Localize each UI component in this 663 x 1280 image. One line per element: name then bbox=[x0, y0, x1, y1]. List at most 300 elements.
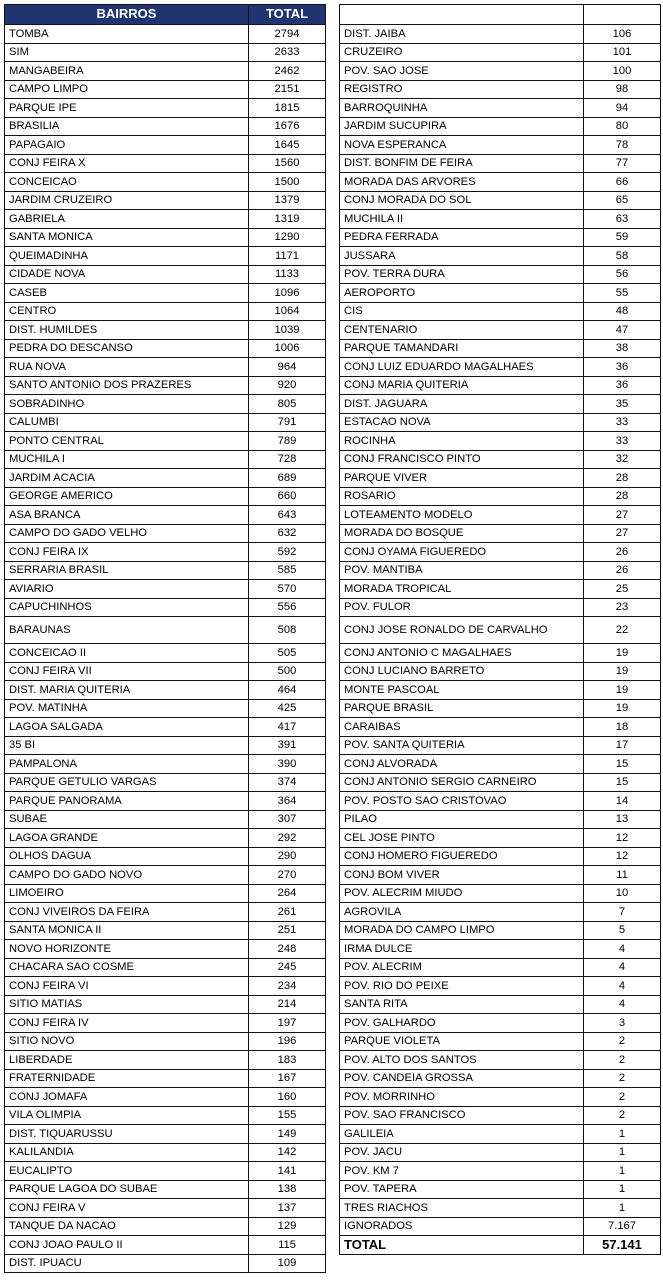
total-label: TOTAL bbox=[340, 1236, 584, 1255]
table-row bbox=[5, 117, 326, 136]
table-row bbox=[5, 321, 326, 340]
bairro-total: 56 bbox=[584, 265, 661, 284]
bairro-total: 1319 bbox=[249, 210, 326, 229]
table-row bbox=[340, 99, 661, 118]
bairro-name: DIST. BONFIM DE FEIRA bbox=[340, 154, 584, 173]
bairro-name: CONJ LUIZ EDUARDO MAGALHAES bbox=[340, 358, 584, 377]
bairro-name: BARROQUINHA bbox=[340, 99, 584, 118]
bairro-name: POV. ALECRIM bbox=[340, 958, 584, 977]
bairro-name: DIST. MARIA QUITERIA bbox=[5, 681, 249, 700]
bairro-name: JARDIM ACACIA bbox=[5, 469, 249, 488]
table-row bbox=[5, 1125, 326, 1144]
table-row bbox=[340, 1106, 661, 1125]
bairro-total: 142 bbox=[249, 1143, 326, 1162]
bairro-name: SOBRADINHO bbox=[5, 395, 249, 414]
table-row bbox=[340, 450, 661, 469]
bairro-total: 3 bbox=[584, 1014, 661, 1033]
table-row bbox=[340, 284, 661, 303]
table-row bbox=[5, 940, 326, 959]
bairro-name: CONJ MORADA DO SOL bbox=[340, 191, 584, 210]
bairro-name: NOVO HORIZONTE bbox=[5, 940, 249, 959]
table-row bbox=[340, 866, 661, 885]
table-row bbox=[5, 580, 326, 599]
table-row bbox=[340, 958, 661, 977]
table-row bbox=[340, 321, 661, 340]
bairro-name: CONJ FEIRA VII bbox=[5, 662, 249, 681]
table-row bbox=[340, 940, 661, 959]
bairro-name: POV. SAO JOSE bbox=[340, 62, 584, 81]
bairro-total: 660 bbox=[249, 487, 326, 506]
bairro-name: CEL JOSE PINTO bbox=[340, 829, 584, 848]
bairro-name: CONJ ANTONIO C MAGALHAES bbox=[340, 644, 584, 663]
bairro-name: CONJ ANTONIO SERGIO CARNEIRO bbox=[340, 773, 584, 792]
total-value: 57.141 bbox=[584, 1236, 661, 1255]
table-row bbox=[340, 580, 661, 599]
bairro-name: POV. CANDEIA GROSSA bbox=[340, 1069, 584, 1088]
table-row bbox=[5, 617, 326, 644]
table-row bbox=[5, 25, 326, 44]
bairro-name: MORADA DO CAMPO LIMPO bbox=[340, 921, 584, 940]
table-row bbox=[5, 43, 326, 62]
bairro-name: POV. KM 7 bbox=[340, 1162, 584, 1181]
bairro-total: 1171 bbox=[249, 247, 326, 266]
bairro-total: 920 bbox=[249, 376, 326, 395]
table-row bbox=[340, 302, 661, 321]
header-blank-total bbox=[584, 5, 661, 25]
bairro-total: 425 bbox=[249, 699, 326, 718]
bairro-total: 19 bbox=[584, 681, 661, 700]
bairro-total: 12 bbox=[584, 829, 661, 848]
bairro-total: 508 bbox=[249, 617, 326, 644]
bairro-name: FRATERNIDADE bbox=[5, 1069, 249, 1088]
bairro-total: 264 bbox=[249, 884, 326, 903]
bairro-name: LOTEAMENTO MODELO bbox=[340, 506, 584, 525]
left-table-body bbox=[5, 25, 326, 1273]
table-row bbox=[5, 395, 326, 414]
table-row bbox=[340, 773, 661, 792]
bairro-name: IRMA DULCE bbox=[340, 940, 584, 959]
bairro-name: GEORGE AMERICO bbox=[5, 487, 249, 506]
bairro-total: 4 bbox=[584, 995, 661, 1014]
table-row bbox=[340, 755, 661, 774]
table-row bbox=[340, 136, 661, 155]
bairro-name: POV. GALHARDO bbox=[340, 1014, 584, 1033]
bairro-name: CONJ ALVORADA bbox=[340, 755, 584, 774]
bairro-total: 19 bbox=[584, 662, 661, 681]
bairro-name: GALILEIA bbox=[340, 1125, 584, 1144]
bairro-name: LIMOEIRO bbox=[5, 884, 249, 903]
bairro-total: 1133 bbox=[249, 265, 326, 284]
bairro-total: 2 bbox=[584, 1032, 661, 1051]
bairro-total: 964 bbox=[249, 358, 326, 377]
table-row bbox=[5, 469, 326, 488]
bairro-name: LIBERDADE bbox=[5, 1051, 249, 1070]
table-row bbox=[5, 884, 326, 903]
bairro-total: 65 bbox=[584, 191, 661, 210]
table-row bbox=[340, 921, 661, 940]
bairro-name: CONJ VIVEIROS DA FEIRA bbox=[5, 903, 249, 922]
bairro-name: CALUMBI bbox=[5, 413, 249, 432]
bairro-total: 2 bbox=[584, 1051, 661, 1070]
table-row bbox=[340, 884, 661, 903]
bairro-total: 15 bbox=[584, 755, 661, 774]
bairro-total: 38 bbox=[584, 339, 661, 358]
table-row bbox=[5, 1162, 326, 1181]
header-row-blank bbox=[340, 5, 661, 25]
bairro-name: TANQUE DA NACAO bbox=[5, 1217, 249, 1236]
bairro-total: 28 bbox=[584, 487, 661, 506]
bairro-name: CASEB bbox=[5, 284, 249, 303]
bairro-total: 129 bbox=[249, 1217, 326, 1236]
bairro-name: POV. FULOR bbox=[340, 598, 584, 617]
bairro-total: 689 bbox=[249, 469, 326, 488]
table-row bbox=[340, 1162, 661, 1181]
bairro-total: 4 bbox=[584, 940, 661, 959]
bairro-total: 36 bbox=[584, 376, 661, 395]
total-row bbox=[340, 1236, 661, 1255]
bairro-name: SERRARIA BRASIL bbox=[5, 561, 249, 580]
table-row bbox=[5, 1143, 326, 1162]
table-row bbox=[5, 265, 326, 284]
table-row bbox=[340, 376, 661, 395]
table-row bbox=[5, 1106, 326, 1125]
bairro-total: 12 bbox=[584, 847, 661, 866]
bairro-name: BARAUNAS bbox=[5, 617, 249, 644]
table-row bbox=[340, 699, 661, 718]
table-row bbox=[5, 1199, 326, 1218]
bairro-total: 1 bbox=[584, 1125, 661, 1144]
bairro-total: 643 bbox=[249, 506, 326, 525]
table-row bbox=[340, 62, 661, 81]
table-row bbox=[5, 810, 326, 829]
bairro-name: CONCEICAO bbox=[5, 173, 249, 192]
bairro-total: 4 bbox=[584, 958, 661, 977]
bairro-name: ROSARIO bbox=[340, 487, 584, 506]
bairro-name: LAGOA GRANDE bbox=[5, 829, 249, 848]
bairro-total: 245 bbox=[249, 958, 326, 977]
table-row bbox=[5, 977, 326, 996]
table-row bbox=[340, 1051, 661, 1070]
header-bairros: BAIRROS bbox=[5, 5, 249, 25]
bairro-total: 2794 bbox=[249, 25, 326, 44]
bairro-name: JUSSARA bbox=[340, 247, 584, 266]
table-row bbox=[5, 1069, 326, 1088]
table-row bbox=[5, 755, 326, 774]
table-row bbox=[340, 718, 661, 737]
bairro-name: CONJ BOM VIVER bbox=[340, 866, 584, 885]
table-row bbox=[340, 1143, 661, 1162]
table-row bbox=[5, 543, 326, 562]
bairro-name: PONTO CENTRAL bbox=[5, 432, 249, 451]
bairro-total: 160 bbox=[249, 1088, 326, 1107]
table-row bbox=[5, 773, 326, 792]
table-row bbox=[340, 1069, 661, 1088]
bairro-name: PARQUE IPE bbox=[5, 99, 249, 118]
bairro-total: 17 bbox=[584, 736, 661, 755]
bairro-total: 149 bbox=[249, 1125, 326, 1144]
bairro-total: 1 bbox=[584, 1180, 661, 1199]
table-row bbox=[340, 662, 661, 681]
bairro-name: CHACARA SAO COSME bbox=[5, 958, 249, 977]
bairro-total: 183 bbox=[249, 1051, 326, 1070]
bairro-total: 417 bbox=[249, 718, 326, 737]
bairro-name: SANTO ANTONIO DOS PRAZERES bbox=[5, 376, 249, 395]
bairro-total: 570 bbox=[249, 580, 326, 599]
bairro-name: SANTA MONICA II bbox=[5, 921, 249, 940]
bairro-total: 1006 bbox=[249, 339, 326, 358]
bairro-total: 26 bbox=[584, 543, 661, 562]
bairro-name: CIS bbox=[340, 302, 584, 321]
bairro-name: NOVA ESPERANCA bbox=[340, 136, 584, 155]
bairro-name: KALILANDIA bbox=[5, 1143, 249, 1162]
bairro-total: 1 bbox=[584, 1162, 661, 1181]
bairro-total: 261 bbox=[249, 903, 326, 922]
table-row bbox=[5, 487, 326, 506]
table-row bbox=[340, 191, 661, 210]
bairro-name: POV. TERRA DURA bbox=[340, 265, 584, 284]
table-row bbox=[340, 644, 661, 663]
table-row bbox=[340, 487, 661, 506]
bairro-name: CONJ FEIRA X bbox=[5, 154, 249, 173]
table-row bbox=[5, 847, 326, 866]
bairro-total: 25 bbox=[584, 580, 661, 599]
bairro-total: 805 bbox=[249, 395, 326, 414]
table-row bbox=[5, 413, 326, 432]
bairro-total: 251 bbox=[249, 921, 326, 940]
header-total: TOTAL bbox=[249, 5, 326, 25]
bairro-name: ASA BRANCA bbox=[5, 506, 249, 525]
table-row bbox=[5, 829, 326, 848]
table-row bbox=[340, 598, 661, 617]
bairro-total: 390 bbox=[249, 755, 326, 774]
table-row bbox=[5, 247, 326, 266]
table-row bbox=[5, 995, 326, 1014]
table-row bbox=[340, 1125, 661, 1144]
table-row bbox=[5, 1236, 326, 1255]
bairro-name: CONJ LUCIANO BARRETO bbox=[340, 662, 584, 681]
bairro-total: 13 bbox=[584, 810, 661, 829]
bairro-name: POV. MORRINHO bbox=[340, 1088, 584, 1107]
table-row bbox=[340, 432, 661, 451]
bairro-name: SUBAE bbox=[5, 810, 249, 829]
bairro-total: 26 bbox=[584, 561, 661, 580]
bairro-name: POV. MATINHA bbox=[5, 699, 249, 718]
bairro-name: PEDRA FERRADA bbox=[340, 228, 584, 247]
bairro-total: 106 bbox=[584, 25, 661, 44]
table-row bbox=[5, 1217, 326, 1236]
bairro-total: 789 bbox=[249, 432, 326, 451]
bairro-total: 78 bbox=[584, 136, 661, 155]
bairro-total: 2 bbox=[584, 1088, 661, 1107]
table-row bbox=[340, 847, 661, 866]
table-row bbox=[5, 903, 326, 922]
bairro-name: CONJ FRANCISCO PINTO bbox=[340, 450, 584, 469]
table-row bbox=[340, 681, 661, 700]
bairro-total: 155 bbox=[249, 1106, 326, 1125]
bairro-name: DIST. JAIBA bbox=[340, 25, 584, 44]
table-row bbox=[340, 358, 661, 377]
bairro-total: 94 bbox=[584, 99, 661, 118]
right-table-body bbox=[340, 25, 661, 1236]
bairro-total: 66 bbox=[584, 173, 661, 192]
bairro-name: POV. POSTO SAO CRISTOVAO bbox=[340, 792, 584, 811]
bairro-name: JARDIM SUCUPIRA bbox=[340, 117, 584, 136]
bairro-name: CAMPO LIMPO bbox=[5, 80, 249, 99]
bairro-total: 2633 bbox=[249, 43, 326, 62]
bairro-total: 33 bbox=[584, 413, 661, 432]
bairro-name: GABRIELA bbox=[5, 210, 249, 229]
bairro-name: CAMPO DO GADO VELHO bbox=[5, 524, 249, 543]
table-row bbox=[5, 432, 326, 451]
bairro-name: PAMPALONA bbox=[5, 755, 249, 774]
bairro-name: CONJ OYAMA FIGUEREDO bbox=[340, 543, 584, 562]
bairro-total: 101 bbox=[584, 43, 661, 62]
table-row bbox=[340, 154, 661, 173]
bairro-name: DIST. JAGUARA bbox=[340, 395, 584, 414]
bairro-name: MANGABEIRA bbox=[5, 62, 249, 81]
bairro-total: 48 bbox=[584, 302, 661, 321]
bairro-total: 59 bbox=[584, 228, 661, 247]
bairro-total: 100 bbox=[584, 62, 661, 81]
table-row bbox=[5, 921, 326, 940]
bairro-total: 22 bbox=[584, 617, 661, 644]
bairro-name: IGNORADOS bbox=[340, 1217, 584, 1236]
bairro-name: PAPAGAIO bbox=[5, 136, 249, 155]
bairro-total: 632 bbox=[249, 524, 326, 543]
bairro-name: CONJ JOAO PAULO II bbox=[5, 1236, 249, 1255]
bairro-total: 292 bbox=[249, 829, 326, 848]
table-row bbox=[340, 469, 661, 488]
bairro-name: 35 BI bbox=[5, 736, 249, 755]
bairro-total: 2151 bbox=[249, 80, 326, 99]
left-table bbox=[4, 4, 326, 1273]
bairro-name: POV. ALTO DOS SANTOS bbox=[340, 1051, 584, 1070]
table-row bbox=[340, 210, 661, 229]
table-row bbox=[340, 413, 661, 432]
table-row bbox=[5, 699, 326, 718]
table-row bbox=[5, 302, 326, 321]
bairro-name: MONTE PASCOAL bbox=[340, 681, 584, 700]
table-row bbox=[5, 136, 326, 155]
bairro-name: OLHOS DAGUA bbox=[5, 847, 249, 866]
bairro-total: 391 bbox=[249, 736, 326, 755]
table-row bbox=[5, 450, 326, 469]
bairro-total: 28 bbox=[584, 469, 661, 488]
bairro-name: CIDADE NOVA bbox=[5, 265, 249, 284]
table-row bbox=[340, 1199, 661, 1218]
table-row bbox=[5, 1014, 326, 1033]
table-row bbox=[5, 1088, 326, 1107]
table-row bbox=[5, 228, 326, 247]
table-row bbox=[340, 977, 661, 996]
table-row bbox=[5, 718, 326, 737]
bairro-total: 4 bbox=[584, 977, 661, 996]
bairro-total: 2462 bbox=[249, 62, 326, 81]
bairro-name: VILA OLIMPIA bbox=[5, 1106, 249, 1125]
table-row bbox=[340, 1014, 661, 1033]
header-blank-name bbox=[340, 5, 584, 25]
bairro-name: LAGOA SALGADA bbox=[5, 718, 249, 737]
bairro-name: EUCALIPTO bbox=[5, 1162, 249, 1181]
bairro-name: CONJ MARIA QUITERIA bbox=[340, 376, 584, 395]
table-row bbox=[5, 506, 326, 525]
bairro-name: QUEIMADINHA bbox=[5, 247, 249, 266]
bairro-total: 1096 bbox=[249, 284, 326, 303]
bairro-total: 791 bbox=[249, 413, 326, 432]
table-row bbox=[340, 1032, 661, 1051]
bairro-total: 23 bbox=[584, 598, 661, 617]
table-row bbox=[340, 543, 661, 562]
table-row bbox=[5, 339, 326, 358]
bairro-total: 33 bbox=[584, 432, 661, 451]
table-row bbox=[340, 903, 661, 922]
bairro-name: PARQUE GETULIO VARGAS bbox=[5, 773, 249, 792]
table-row bbox=[340, 228, 661, 247]
table-row bbox=[340, 395, 661, 414]
bairro-total: 505 bbox=[249, 644, 326, 663]
bairro-name: REGISTRO bbox=[340, 80, 584, 99]
table-row bbox=[5, 99, 326, 118]
bairro-name: POV. ALECRIM MIUDO bbox=[340, 884, 584, 903]
bairro-name: AEROPORTO bbox=[340, 284, 584, 303]
table-row bbox=[340, 1217, 661, 1236]
bairro-name: SITIO NOVO bbox=[5, 1032, 249, 1051]
table-row bbox=[340, 561, 661, 580]
bairro-name: POV. TAPERA bbox=[340, 1180, 584, 1199]
table-row bbox=[340, 829, 661, 848]
bairro-name: CONJ FEIRA IX bbox=[5, 543, 249, 562]
bairro-name: SANTA RITA bbox=[340, 995, 584, 1014]
bairro-total: 47 bbox=[584, 321, 661, 340]
bairro-total: 214 bbox=[249, 995, 326, 1014]
table-row bbox=[340, 1180, 661, 1199]
table-row bbox=[5, 561, 326, 580]
table-row bbox=[5, 210, 326, 229]
bairro-name: CRUZEIRO bbox=[340, 43, 584, 62]
bairro-total: 1290 bbox=[249, 228, 326, 247]
bairro-name: SIM bbox=[5, 43, 249, 62]
right-table bbox=[339, 4, 661, 1255]
bairro-name: CONJ FEIRA V bbox=[5, 1199, 249, 1218]
bairro-name: PARQUE PANORAMA bbox=[5, 792, 249, 811]
table-row bbox=[5, 1254, 326, 1273]
table-row bbox=[340, 25, 661, 44]
bairro-name: SANTA MONICA bbox=[5, 228, 249, 247]
bairro-name: POV. SANTA QUITERIA bbox=[340, 736, 584, 755]
bairro-total: 1064 bbox=[249, 302, 326, 321]
bairro-total: 728 bbox=[249, 450, 326, 469]
bairro-total: 32 bbox=[584, 450, 661, 469]
bairro-total: 10 bbox=[584, 884, 661, 903]
bairro-total: 18 bbox=[584, 718, 661, 737]
bairro-total: 1 bbox=[584, 1143, 661, 1162]
bairro-total: 1 bbox=[584, 1199, 661, 1218]
bairro-name: POV. RIO DO PEIXE bbox=[340, 977, 584, 996]
table-row bbox=[5, 154, 326, 173]
bairro-name: DIST. HUMILDES bbox=[5, 321, 249, 340]
bairro-name: MORADA TROPICAL bbox=[340, 580, 584, 599]
bairro-name: MORADA DO BOSQUE bbox=[340, 524, 584, 543]
bairro-total: 592 bbox=[249, 543, 326, 562]
bairro-name: CONJ FEIRA VI bbox=[5, 977, 249, 996]
table-row bbox=[340, 810, 661, 829]
bairro-total: 35 bbox=[584, 395, 661, 414]
bairro-name: CAPUCHINHOS bbox=[5, 598, 249, 617]
bairro-name: PEDRA DO DESCANSO bbox=[5, 339, 249, 358]
bairro-total: 197 bbox=[249, 1014, 326, 1033]
bairro-name: POV. JACU bbox=[340, 1143, 584, 1162]
bairro-total: 80 bbox=[584, 117, 661, 136]
